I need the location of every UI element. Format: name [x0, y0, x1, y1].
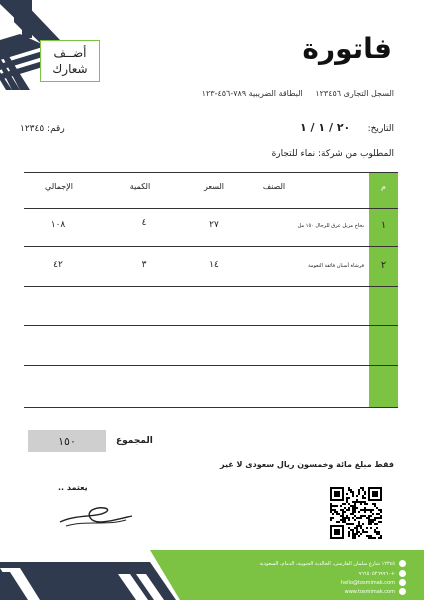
- row-item: بخاخ مزيل عرق للرجال ١٥٠ مل: [297, 223, 364, 229]
- row-item: فرشاة أسنان فائقة النعومة: [308, 263, 364, 269]
- date-label: التاريخ:: [367, 124, 394, 134]
- row-total: ١٠٨: [50, 220, 66, 230]
- tax-card: البطاقة الضريبية ٧٨٩-٤٥٦-١٢٣: [201, 89, 303, 98]
- table-divider: [24, 246, 398, 247]
- row-price: ١٤: [209, 260, 219, 270]
- items-table: [24, 172, 398, 408]
- date-value: ٢٠ / ١ / ١: [300, 121, 351, 134]
- logo-line-2: شعارك: [52, 62, 88, 76]
- header-price: السعر: [203, 182, 225, 191]
- email-icon: [399, 579, 406, 586]
- table-divider: [24, 208, 398, 209]
- table-border-bottom: [24, 407, 398, 408]
- row-index: ١: [380, 220, 387, 231]
- amount-in-words: فقط مبلغ مائة وخمسون ريال سعودى لا غير: [220, 460, 394, 469]
- logo-line-1: أضــف: [53, 46, 87, 60]
- sum-value-box: [28, 430, 106, 452]
- header-index: م: [381, 182, 386, 191]
- registration-line: [192, 89, 394, 98]
- web-icon: [399, 588, 406, 595]
- approved-label: يعتمد ..: [58, 483, 88, 492]
- phone-icon: [399, 570, 406, 577]
- header-total: الإجمالي: [45, 182, 73, 191]
- footer-phone: +٩٦٦٥٠٥٢٦٩٩٦٠: [359, 570, 406, 577]
- row-price: ٢٧: [209, 220, 219, 230]
- invoice-title: فاتورة: [302, 32, 392, 65]
- table-divider: [24, 325, 398, 326]
- table-border-top: [24, 172, 398, 173]
- requested-from: المطلوب من شركة: نماء للتجارة: [271, 149, 394, 159]
- table-divider: [24, 365, 398, 366]
- row-qty: ٣: [141, 260, 147, 270]
- footer-address: ١٢٣٤٥ شارع سلمان الفارسى، الخالدية الجنوبية، الدمام، السعودية: [260, 560, 406, 567]
- sum-value: ١٥٠: [58, 434, 76, 448]
- commercial-register: السجل التجارى ١٢٣٤٥٦: [315, 89, 394, 98]
- footer-website[interactable]: www.tosmimak.com: [345, 588, 406, 595]
- header-qty: الكمية: [129, 182, 151, 191]
- qr-code: [330, 487, 382, 539]
- row-index: ٢: [380, 260, 387, 271]
- header-item: الصنف: [262, 182, 286, 191]
- signature-image: [56, 500, 136, 530]
- row-total: ٤٢: [53, 260, 63, 270]
- footer-email[interactable]: hello@tosmimak.com: [341, 579, 406, 586]
- logo-placeholder: [40, 40, 100, 82]
- sum-label: المجموع: [116, 436, 153, 446]
- row-qty: ٤: [141, 218, 147, 228]
- table-divider: [24, 286, 398, 287]
- location-icon: [399, 560, 406, 567]
- invoice-number: رقم: ١٢٣٤٥: [20, 124, 65, 134]
